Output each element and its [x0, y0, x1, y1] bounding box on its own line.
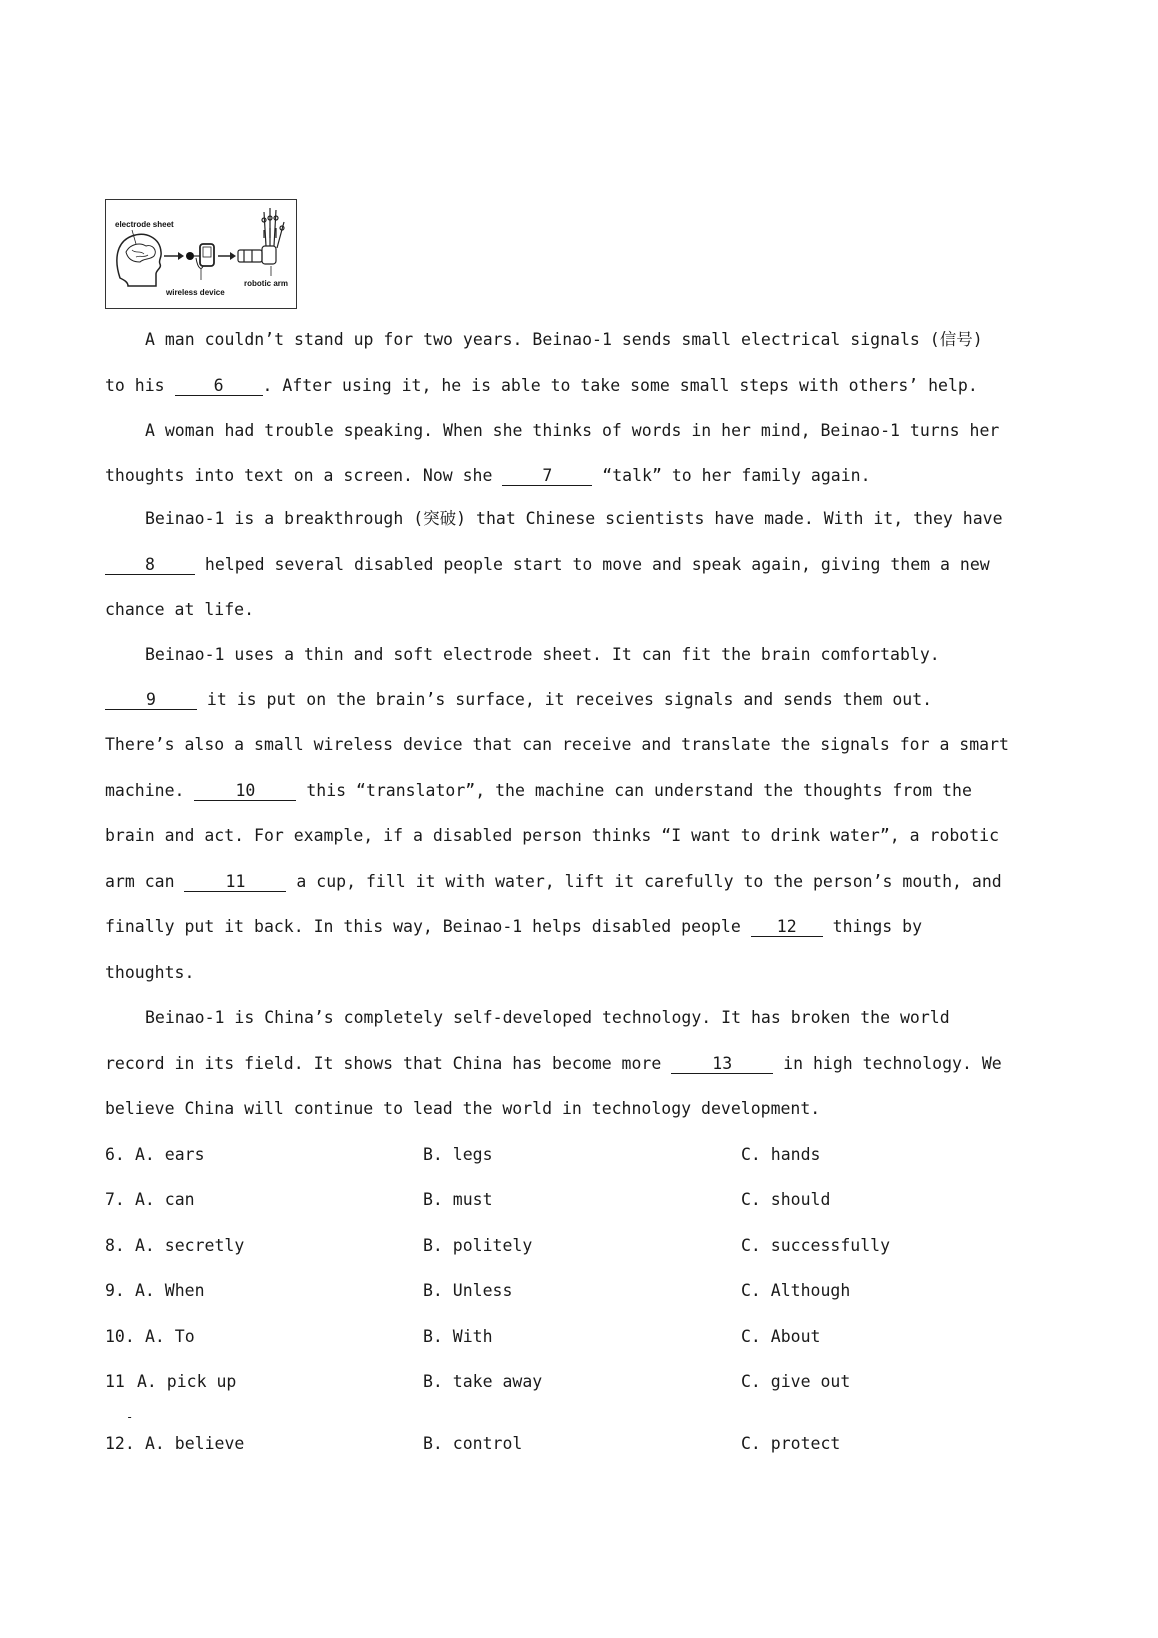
passage-text: A woman had trouble speaking. When she thinks of words in her mind, Beinao-1 turns her: [145, 421, 1000, 440]
question-row: [105, 1281, 1065, 1303]
diagram-figure: [105, 199, 297, 309]
passage-text: Beinao-1 is China’s completely self-developed technology. It has broken the world: [145, 1008, 950, 1027]
question-row: [105, 1434, 1065, 1456]
passage-text: brain and act. For example, if a disabled person thinks “I want to drink water”, a robotic: [105, 826, 1000, 845]
option-c[interactable]: C. should: [741, 1190, 831, 1209]
blank-9[interactable]: 9: [105, 691, 197, 710]
passage-text: Beinao-1 uses a thin and soft electrode sheet. It can fit the brain comfortably.: [145, 645, 940, 664]
option-a[interactable]: A. When: [135, 1281, 205, 1300]
passage-text: thoughts into text on a screen. Now she: [105, 466, 503, 485]
passage-line: [105, 872, 1002, 892]
passage-line: [105, 1054, 1002, 1074]
head-icon: [117, 234, 161, 286]
passage-text: things by: [822, 917, 923, 936]
robotic-arm-icon: [238, 208, 284, 264]
passage-text: record in its field. It shows that China has become more: [105, 1054, 672, 1073]
question-number: 7.: [105, 1190, 125, 1209]
option-b[interactable]: B. With: [423, 1327, 493, 1346]
option-a[interactable]: A. can: [135, 1190, 195, 1209]
question-number: 11: [105, 1372, 125, 1391]
question-number: 8.: [105, 1236, 125, 1255]
blank-13[interactable]: 13: [671, 1055, 773, 1074]
option-c[interactable]: C. Although: [741, 1281, 851, 1300]
blank-11[interactable]: 11: [184, 873, 286, 892]
passage-text: a cup, fill it with water, lift it carefully to the person’s mouth, and: [286, 872, 1002, 891]
passage-text: helped several disabled people start to move and speak again, giving them a new: [195, 555, 990, 574]
passage-line: [105, 781, 972, 801]
option-c[interactable]: C. hands: [741, 1145, 821, 1164]
option-c[interactable]: C. give out: [741, 1372, 851, 1391]
blank-12[interactable]: 12: [751, 918, 823, 937]
passage-text: it is put on the brain’s surface, it receives signals and sends them out.: [197, 690, 933, 709]
question-row: [105, 1327, 1065, 1349]
passage-text: “talk” to her family again.: [592, 466, 871, 485]
passage-text: thoughts.: [105, 963, 195, 982]
question-row: [105, 1236, 1065, 1258]
option-a[interactable]: A. believe: [145, 1434, 245, 1453]
option-a[interactable]: A. secretly: [135, 1236, 245, 1255]
blank-7[interactable]: 7: [502, 467, 592, 486]
passage-line: [145, 330, 983, 350]
option-c[interactable]: C. protect: [741, 1434, 841, 1453]
option-a[interactable]: A. To: [145, 1327, 195, 1346]
question-row: [105, 1372, 1065, 1394]
question-number: 6.: [105, 1145, 125, 1164]
option-a[interactable]: A. ears: [135, 1145, 205, 1164]
option-b[interactable]: B. take away: [423, 1372, 543, 1391]
option-b[interactable]: B. Unless: [423, 1281, 513, 1300]
passage-line: [105, 917, 922, 937]
option-a[interactable]: A. pick up: [137, 1372, 237, 1391]
passage-text: machine.: [105, 781, 195, 800]
label-wireless-device: wireless device: [166, 288, 225, 297]
blank-6[interactable]: 6: [175, 377, 263, 396]
blank-10[interactable]: 10: [194, 782, 296, 801]
passage-text: Beinao-1 is a breakthrough (突破) that Chinese scientists have made. With it, they have: [145, 509, 1003, 528]
passage-line: [145, 509, 1003, 529]
passage-line: [105, 826, 999, 846]
label-electrode-sheet: electrode sheet: [115, 220, 174, 229]
passage-text: finally put it back. In this way, Beinao-1 helps disabled people: [105, 917, 751, 936]
option-b[interactable]: B. politely: [423, 1236, 533, 1255]
passage-line: [145, 421, 999, 441]
stray-mark: -: [126, 1410, 134, 1424]
passage-line: [145, 1008, 950, 1028]
question-number: 10.: [105, 1327, 135, 1346]
label-robotic-arm: robotic arm: [244, 279, 289, 288]
passage-text: There’s also a small wireless device that can receive and translate the signals for a smart: [105, 735, 1009, 754]
passage-text: believe China will continue to lead the world in technology development.: [105, 1099, 821, 1118]
option-b[interactable]: B. must: [423, 1190, 493, 1209]
passage-line: [105, 376, 978, 396]
blank-8[interactable]: 8: [105, 556, 195, 575]
passage-line: [105, 600, 254, 620]
question-row: [105, 1190, 1065, 1212]
passage-line: [145, 645, 940, 665]
passage-text: A man couldn’t stand up for two years. Beinao-1 sends small electrical signals (信号): [145, 330, 983, 349]
passage-line: [105, 735, 1009, 755]
passage-text: this “translator”, the machine can understand the thoughts from the: [296, 781, 972, 800]
option-b[interactable]: B. control: [423, 1434, 523, 1453]
passage-text: chance at life.: [105, 600, 255, 619]
question-number: 12.: [105, 1434, 135, 1453]
question-number: 9.: [105, 1281, 125, 1300]
brain-icon: [126, 244, 155, 262]
passage-text: in high technology. We: [773, 1054, 1002, 1073]
option-c[interactable]: C. successfully: [741, 1236, 891, 1255]
passage-line: [105, 466, 871, 486]
passage-line: [105, 963, 194, 983]
passage-line: [105, 1099, 820, 1119]
passage-text: arm can: [105, 872, 185, 891]
passage-text: . After using it, he is able to take some small steps with others’ help.: [262, 376, 978, 395]
option-b[interactable]: B. legs: [423, 1145, 493, 1164]
question-row: [105, 1145, 1065, 1167]
passage-text: to his: [105, 376, 175, 395]
passage-line: [105, 555, 990, 575]
option-c[interactable]: C. About: [741, 1327, 821, 1346]
passage-line: [105, 690, 932, 710]
